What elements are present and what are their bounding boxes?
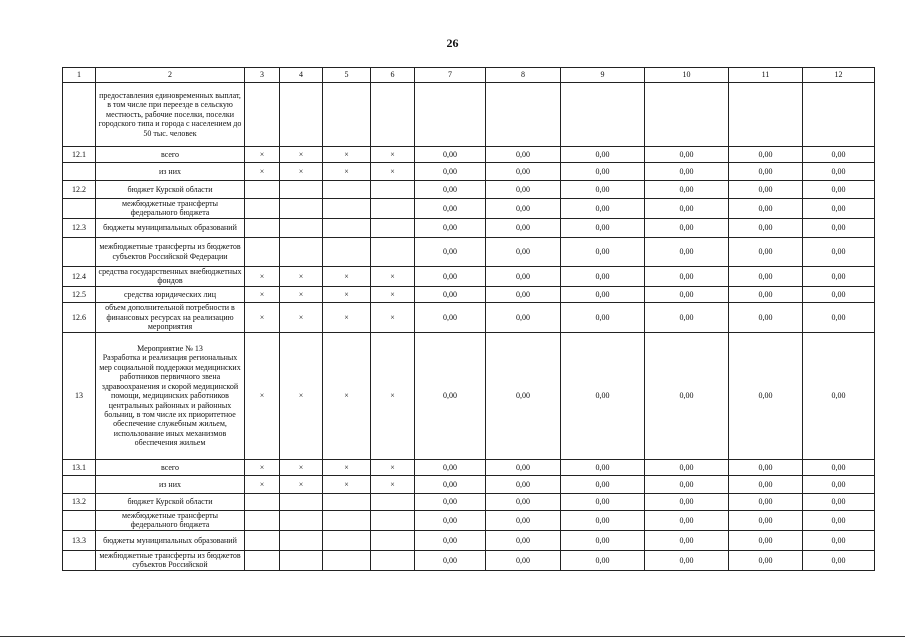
value-cell: 0,00 (803, 199, 875, 219)
row-label: средства юридических лиц (96, 286, 245, 302)
marker-cell: × (245, 147, 280, 163)
row-label: из них (96, 475, 245, 493)
table-row (63, 218, 875, 237)
marker-cell: × (245, 302, 280, 332)
row-label: всего (96, 147, 245, 163)
marker-cell: × (323, 266, 371, 286)
marker-cell: × (280, 475, 323, 493)
row-number: 12.2 (63, 181, 96, 199)
marker-cell (323, 83, 371, 147)
marker-cell (245, 181, 280, 199)
header-cell: 4 (280, 68, 323, 83)
marker-cell: × (371, 163, 415, 181)
marker-cell (280, 530, 323, 550)
marker-cell (280, 199, 323, 219)
header-cell: 10 (645, 68, 729, 83)
row-label: объем дополнительной потребности в финансовых ресурсах на реализацию мероприятия (96, 302, 245, 332)
marker-cell (245, 83, 280, 147)
value-cell: 0,00 (645, 218, 729, 237)
row-number (63, 510, 96, 530)
marker-cell: × (371, 302, 415, 332)
value-cell: 0,00 (803, 181, 875, 199)
row-number: 13.1 (63, 459, 96, 475)
value-cell: 0,00 (415, 475, 486, 493)
value-cell: 0,00 (803, 163, 875, 181)
table-row (63, 266, 875, 286)
marker-cell (371, 510, 415, 530)
header-cell: 1 (63, 68, 96, 83)
value-cell: 0,00 (645, 510, 729, 530)
value-cell: 0,00 (803, 286, 875, 302)
value-cell: 0,00 (803, 510, 875, 530)
value-cell: 0,00 (561, 510, 645, 530)
value-cell: 0,00 (645, 199, 729, 219)
value-cell: 0,00 (561, 163, 645, 181)
value-cell: 0,00 (729, 459, 803, 475)
header-cell: 5 (323, 68, 371, 83)
marker-cell (280, 510, 323, 530)
marker-cell (323, 218, 371, 237)
marker-cell: × (371, 475, 415, 493)
table-row (63, 332, 875, 459)
page-number: 26 (446, 36, 459, 50)
value-cell: 0,00 (729, 530, 803, 550)
value-cell: 0,00 (803, 218, 875, 237)
marker-cell (280, 493, 323, 510)
value-cell: 0,00 (803, 332, 875, 459)
table-row (63, 237, 875, 266)
marker-cell: × (245, 332, 280, 459)
row-number (63, 550, 96, 570)
value-cell: 0,00 (415, 332, 486, 459)
table-row (63, 83, 875, 147)
row-label: предоставления единовременных выплат, в том числе при переезде в сельскую местность, рабочие поселки, поселки городского типа и города с населением до 50 тыс. человек (96, 83, 245, 147)
value-cell: 0,00 (561, 475, 645, 493)
row-number: 12.1 (63, 147, 96, 163)
value-cell: 0,00 (729, 510, 803, 530)
value-cell: 0,00 (486, 550, 561, 570)
marker-cell: × (245, 459, 280, 475)
value-cell: 0,00 (486, 530, 561, 550)
value-cell: 0,00 (486, 510, 561, 530)
row-label: бюджеты муниципальных образований (96, 530, 245, 550)
value-cell: 0,00 (803, 550, 875, 570)
marker-cell (371, 493, 415, 510)
value-cell: 0,00 (729, 550, 803, 570)
value-cell: 0,00 (729, 218, 803, 237)
header-cell: 3 (245, 68, 280, 83)
row-number: 13.2 (63, 493, 96, 510)
value-cell: 0,00 (415, 530, 486, 550)
row-number: 13 (63, 332, 96, 459)
marker-cell: × (323, 302, 371, 332)
value-cell: 0,00 (803, 493, 875, 510)
value-cell: 0,00 (729, 199, 803, 219)
value-cell: 0,00 (729, 147, 803, 163)
row-number (63, 83, 96, 147)
value-cell: 0,00 (729, 475, 803, 493)
value-cell: 0,00 (415, 199, 486, 219)
value-cell: 0,00 (561, 147, 645, 163)
value-cell: 0,00 (486, 266, 561, 286)
value-cell: 0,00 (729, 266, 803, 286)
marker-cell: × (323, 332, 371, 459)
table-row (63, 510, 875, 530)
value-cell: 0,00 (645, 475, 729, 493)
value-cell: 0,00 (645, 550, 729, 570)
value-cell: 0,00 (415, 302, 486, 332)
marker-cell: × (323, 147, 371, 163)
marker-cell (371, 218, 415, 237)
marker-cell: × (280, 286, 323, 302)
table-row (63, 493, 875, 510)
marker-cell (245, 199, 280, 219)
marker-cell: × (245, 266, 280, 286)
value-cell: 0,00 (645, 302, 729, 332)
marker-cell (280, 237, 323, 266)
row-label: из них (96, 163, 245, 181)
value-cell (486, 83, 561, 147)
value-cell: 0,00 (415, 237, 486, 266)
value-cell: 0,00 (645, 459, 729, 475)
marker-cell (245, 237, 280, 266)
row-label: межбюджетные трансферты из бюджетов субъектов Российской Федерации (96, 237, 245, 266)
row-label: межбюджетные трансферты из бюджетов субъектов Российской (96, 550, 245, 570)
value-cell: 0,00 (486, 147, 561, 163)
value-cell: 0,00 (561, 286, 645, 302)
marker-cell (371, 181, 415, 199)
marker-cell (245, 550, 280, 570)
marker-cell: × (280, 147, 323, 163)
marker-cell: × (280, 459, 323, 475)
marker-cell (323, 181, 371, 199)
marker-cell: × (245, 475, 280, 493)
marker-cell: × (371, 286, 415, 302)
header-cell: 7 (415, 68, 486, 83)
value-cell: 0,00 (645, 147, 729, 163)
value-cell: 0,00 (561, 237, 645, 266)
header-row (63, 68, 875, 83)
row-number: 12.6 (63, 302, 96, 332)
marker-cell: × (245, 286, 280, 302)
value-cell: 0,00 (415, 147, 486, 163)
marker-cell (371, 550, 415, 570)
value-cell: 0,00 (415, 510, 486, 530)
marker-cell: × (280, 163, 323, 181)
value-cell: 0,00 (415, 493, 486, 510)
value-cell: 0,00 (645, 286, 729, 302)
table-row (63, 163, 875, 181)
value-cell: 0,00 (645, 237, 729, 266)
value-cell: 0,00 (803, 475, 875, 493)
row-number: 12.3 (63, 218, 96, 237)
marker-cell (323, 493, 371, 510)
value-cell: 0,00 (645, 530, 729, 550)
value-cell: 0,00 (561, 530, 645, 550)
marker-cell (371, 83, 415, 147)
value-cell: 0,00 (561, 266, 645, 286)
value-cell: 0,00 (415, 218, 486, 237)
value-cell: 0,00 (803, 147, 875, 163)
value-cell: 0,00 (486, 237, 561, 266)
header-cell: 11 (729, 68, 803, 83)
marker-cell: × (323, 163, 371, 181)
value-cell: 0,00 (803, 302, 875, 332)
marker-cell: × (371, 266, 415, 286)
table-row (63, 147, 875, 163)
row-number (63, 199, 96, 219)
marker-cell: × (245, 163, 280, 181)
value-cell: 0,00 (561, 332, 645, 459)
value-cell: 0,00 (729, 302, 803, 332)
header-cell: 6 (371, 68, 415, 83)
value-cell: 0,00 (729, 181, 803, 199)
value-cell: 0,00 (803, 530, 875, 550)
value-cell: 0,00 (645, 181, 729, 199)
value-cell: 0,00 (729, 237, 803, 266)
value-cell: 0,00 (645, 493, 729, 510)
table-row (63, 286, 875, 302)
value-cell: 0,00 (803, 237, 875, 266)
marker-cell: × (280, 332, 323, 459)
marker-cell: × (371, 332, 415, 459)
marker-cell: × (280, 266, 323, 286)
row-number (63, 475, 96, 493)
header-cell: 8 (486, 68, 561, 83)
budget-table (62, 67, 875, 571)
value-cell: 0,00 (561, 302, 645, 332)
table-row (63, 550, 875, 570)
value-cell: 0,00 (486, 475, 561, 493)
row-label: средства государственных внебюджетных фондов (96, 266, 245, 286)
marker-cell (245, 493, 280, 510)
row-number: 12.4 (63, 266, 96, 286)
row-label: бюджеты муниципальных образований (96, 218, 245, 237)
header-cell: 2 (96, 68, 245, 83)
marker-cell (245, 510, 280, 530)
table-row (63, 475, 875, 493)
table-row (63, 181, 875, 199)
marker-cell: × (280, 302, 323, 332)
marker-cell (323, 237, 371, 266)
value-cell: 0,00 (486, 332, 561, 459)
value-cell: 0,00 (486, 181, 561, 199)
marker-cell (371, 199, 415, 219)
marker-cell: × (323, 286, 371, 302)
row-label: Мероприятие № 13 Разработка и реализация региональных мер социальной поддержки медицинских работников первичного звена здравоохранения и скорой медицинской помощи, медицинских работников центральных районных и районных больниц, в том числе их приоритетное обеспечение служебным жильем, использование иных механизмов обеспечения жильем (96, 332, 245, 459)
value-cell: 0,00 (803, 459, 875, 475)
value-cell: 0,00 (415, 286, 486, 302)
value-cell: 0,00 (486, 286, 561, 302)
marker-cell: × (323, 459, 371, 475)
value-cell (803, 83, 875, 147)
marker-cell: × (323, 475, 371, 493)
value-cell: 0,00 (415, 266, 486, 286)
marker-cell (245, 530, 280, 550)
row-label: всего (96, 459, 245, 475)
marker-cell (323, 199, 371, 219)
value-cell: 0,00 (486, 302, 561, 332)
row-number (63, 163, 96, 181)
table-row (63, 302, 875, 332)
value-cell: 0,00 (729, 286, 803, 302)
marker-cell (371, 237, 415, 266)
table-row (63, 530, 875, 550)
value-cell: 0,00 (415, 459, 486, 475)
marker-cell (280, 181, 323, 199)
marker-cell: × (371, 459, 415, 475)
value-cell (729, 83, 803, 147)
scan-edge-line (0, 636, 905, 637)
marker-cell (371, 530, 415, 550)
row-number: 12.5 (63, 286, 96, 302)
marker-cell: × (371, 147, 415, 163)
row-label: межбюджетные трансферты федерального бюджета (96, 510, 245, 530)
marker-cell (323, 530, 371, 550)
value-cell: 0,00 (645, 163, 729, 181)
marker-cell (323, 510, 371, 530)
value-cell: 0,00 (729, 332, 803, 459)
marker-cell (323, 550, 371, 570)
row-label: бюджет Курской области (96, 493, 245, 510)
value-cell: 0,00 (561, 493, 645, 510)
header-cell: 12 (803, 68, 875, 83)
value-cell: 0,00 (729, 163, 803, 181)
value-cell: 0,00 (415, 550, 486, 570)
value-cell (561, 83, 645, 147)
row-label: бюджет Курской области (96, 181, 245, 199)
value-cell (645, 83, 729, 147)
value-cell: 0,00 (561, 181, 645, 199)
value-cell: 0,00 (486, 493, 561, 510)
value-cell: 0,00 (415, 181, 486, 199)
value-cell: 0,00 (415, 163, 486, 181)
table-row (63, 199, 875, 219)
value-cell: 0,00 (486, 459, 561, 475)
marker-cell (280, 83, 323, 147)
row-number: 13.3 (63, 530, 96, 550)
value-cell: 0,00 (729, 493, 803, 510)
marker-cell (280, 218, 323, 237)
value-cell: 0,00 (486, 199, 561, 219)
value-cell: 0,00 (486, 163, 561, 181)
marker-cell (245, 218, 280, 237)
value-cell: 0,00 (803, 266, 875, 286)
value-cell: 0,00 (561, 550, 645, 570)
value-cell: 0,00 (561, 199, 645, 219)
value-cell: 0,00 (561, 459, 645, 475)
value-cell: 0,00 (486, 218, 561, 237)
header-cell: 9 (561, 68, 645, 83)
value-cell: 0,00 (561, 218, 645, 237)
marker-cell (280, 550, 323, 570)
value-cell: 0,00 (645, 332, 729, 459)
value-cell: 0,00 (645, 266, 729, 286)
table-row (63, 459, 875, 475)
row-number (63, 237, 96, 266)
value-cell (415, 83, 486, 147)
row-label: межбюджетные трансферты федерального бюджета (96, 199, 245, 219)
